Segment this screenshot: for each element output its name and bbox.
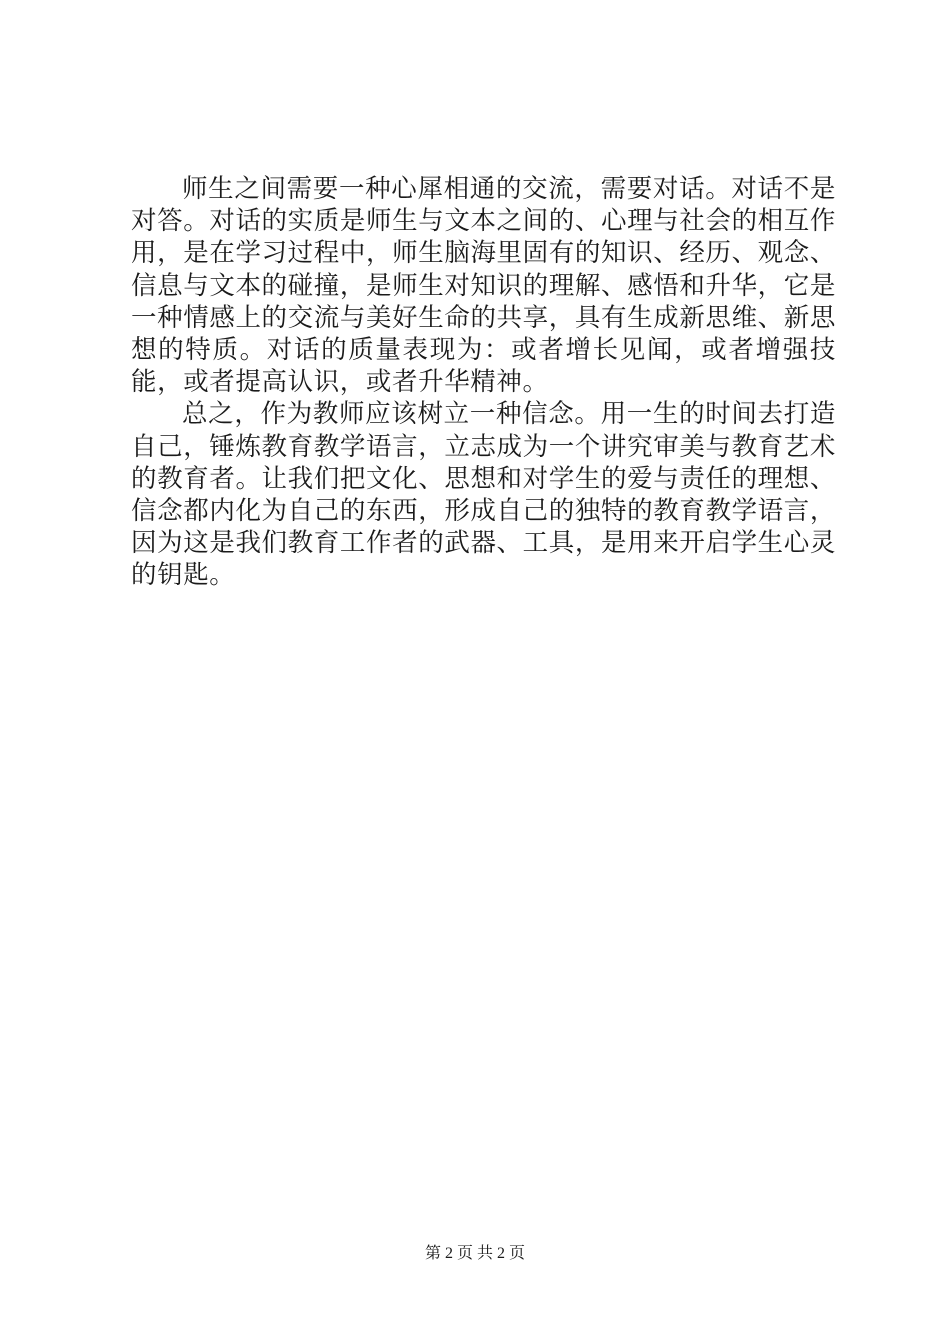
document-body xyxy=(131,173,836,592)
paragraph-dialogue: 师生之间需要一种心犀相通的交流，需要对话。对话不是对答。对话的实质是师生与文本之间的、心理与社会的相互作用，是在学习过程中，师生脑海里固有的知识、经历、观念、信息与文本的碰撞，是师生对知识的理解、感悟和升华，它是一种情感上的交流与美好生命的共享，具有生成新思维、新思想的特质。对话的质量表现为：或者增长见闻，或者增强技能，或者提高认识，或者升华精神。 xyxy=(131,174,836,398)
paragraph-conclusion: 总之，作为教师应该树立一种信念。用一生的时间去打造自己，锤炼教育教学语言，立志成为一个讲究审美与教育艺术的教育者。让我们把文化、思想和对学生的爱与责任的理想、信念都内化为自己的东西，形成自己的独特的教育教学语言，因为这是我们教育工作者的武器、工具，是用来开启学生心灵的钥匙。 xyxy=(131,399,836,591)
page-footer: 第 2 页 共 2 页 xyxy=(424,1245,525,1262)
